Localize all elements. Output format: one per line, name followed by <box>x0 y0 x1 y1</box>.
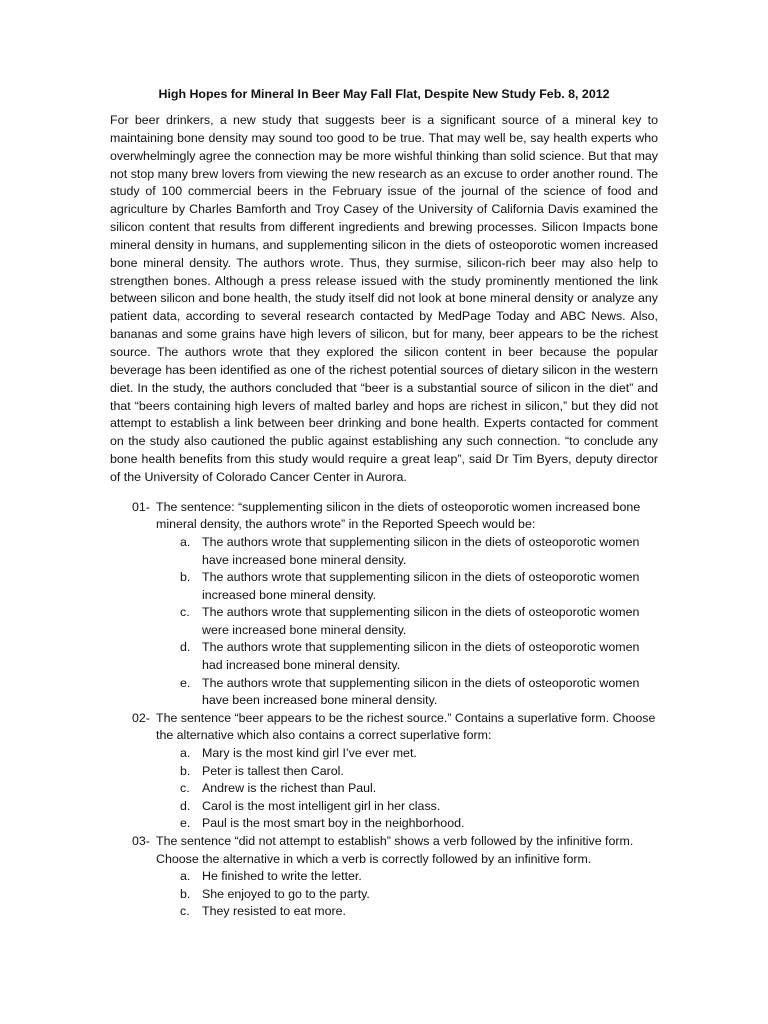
option-text: The authors wrote that supplementing silicon in the diets of osteoporotic women increased bone mineral density. <box>202 570 640 602</box>
option-letter: e. <box>180 816 191 831</box>
option-text: Mary is the most kind girl I’ve ever met. <box>202 746 417 761</box>
question-number: 03- <box>132 834 150 848</box>
option-letter: c. <box>180 605 190 620</box>
answer-option <box>132 798 658 816</box>
option-text: Carol is the most intelligent girl in her class. <box>202 798 441 813</box>
option-text: Peter is tallest then Carol. <box>202 763 344 778</box>
answer-option <box>132 815 658 833</box>
answer-option <box>132 534 658 569</box>
option-letter: b. <box>180 886 191 901</box>
option-letter: b. <box>180 763 191 778</box>
question-number: 01- <box>132 499 150 514</box>
option-text: They resisted to eat more. <box>202 904 346 919</box>
document-page <box>110 86 658 921</box>
option-letter: b. <box>180 570 191 585</box>
document-title: High Hopes for Mineral In Beer May Fall Flat, Despite New Study Feb. 8, 2012 <box>158 87 610 101</box>
option-text: Paul is the most smart boy in the neighborhood. <box>202 816 465 831</box>
option-letter: a. <box>180 534 191 549</box>
option-text: The authors wrote that supplementing silicon in the diets of osteoporotic women have been increased bone mineral density. <box>202 675 640 708</box>
option-letter: a. <box>180 746 191 761</box>
answer-options <box>132 868 658 921</box>
answer-option <box>132 569 658 604</box>
question-text: The sentence “beer appears to be the richest source.” Contains a superlative form. Choose the alternative which also contains a correct superlative form: <box>156 710 656 743</box>
option-letter: c. <box>180 781 190 796</box>
answer-option <box>132 868 658 886</box>
option-letter: e. <box>180 675 191 690</box>
answer-option <box>132 675 658 710</box>
option-text: The authors wrote that supplementing silicon in the diets of osteoporotic women were increased bone mineral density. <box>202 605 640 637</box>
article-body: For beer drinkers, a new study that suggests beer is a significant source of a mineral key to maintaining bone density may sound too good to be true. That may well be, say health experts who overwhelmingly agree the connection may be more wishful thinking than solid science. But that may not stop many brew lovers from viewing the new research as an excuse to order another round. The study of 100 commercial beers in the February issue of the journal of the science of food and agriculture by Charles Bamforth and Troy Casey of the University of California Davis examined the silicon content that results from different ingredients and brewing processes. Silicon Impacts bone mineral density in humans, and supplementing silicon in the diets of osteoporotic women increased bone mineral density. The authors wrote. Thus, they surmise, silicon-rich beer may also help to strengthen bones. Although a press release issued with the study prominently mentioned the link between silicon and bone health, the study itself did not look at bone mineral density or analyze any patient data, according to several research contacted by MedPage Today and ABC News. Also, bananas and some grains have high levers of silicon, but for many, beer appears to be the richest source. The authors wrote that they explored the silicon content in beer because the popular beverage has been identified as one of the richest potential sources of dietary silicon in the western diet. In the study, the authors concluded that “beer is a substantial source of silicon in the diet” and that “beers containing high levers of malted barley and hops are richest in silicon,” but they did not attempt to establish a link between beer drinking and bone health. Experts contacted for comment on the study also cautioned the public against establishing any such connection. “to conclude any bone health benefits from this study would require a great leap”, said Dr Tim Byers, deputy director of the University of Colorado Cancer Center in Aurora. <box>110 113 658 484</box>
answer-options <box>132 534 658 710</box>
answer-option <box>132 780 658 798</box>
answer-option <box>132 903 658 921</box>
option-letter: d. <box>180 798 191 813</box>
question-1 <box>132 499 658 710</box>
question-2 <box>132 710 658 833</box>
question-number: 02- <box>132 710 150 725</box>
answer-option <box>132 763 658 781</box>
answer-options <box>132 745 658 833</box>
question-text: The sentence: “supplementing silicon in the diets of osteoporotic women increased bone mineral density, the authors wrote” in the Reported Speech would be: <box>156 499 641 532</box>
answer-option <box>132 604 658 639</box>
answer-option <box>132 745 658 763</box>
option-letter: a. <box>180 869 191 884</box>
answer-option <box>132 639 658 674</box>
option-text: The authors wrote that supplementing silicon in the diets of osteoporotic women have increased bone mineral density. <box>202 534 640 567</box>
option-text: He finished to write the letter. <box>202 869 362 884</box>
option-text: The authors wrote that supplementing silicon in the diets of osteoporotic women had increased bone mineral density. <box>202 640 640 673</box>
option-letter: c. <box>180 904 190 919</box>
question-text: The sentence “did not attempt to establish” shows a verb followed by the infinitive form. Choose the alternative in which a verb is correctly followed by an infinitive form. <box>156 834 634 866</box>
option-text: Andrew is the richest than Paul. <box>202 781 377 796</box>
option-text: She enjoyed to go to the party. <box>202 886 370 901</box>
question-3 <box>132 833 658 921</box>
answer-option <box>132 886 658 904</box>
option-letter: d. <box>180 640 191 655</box>
